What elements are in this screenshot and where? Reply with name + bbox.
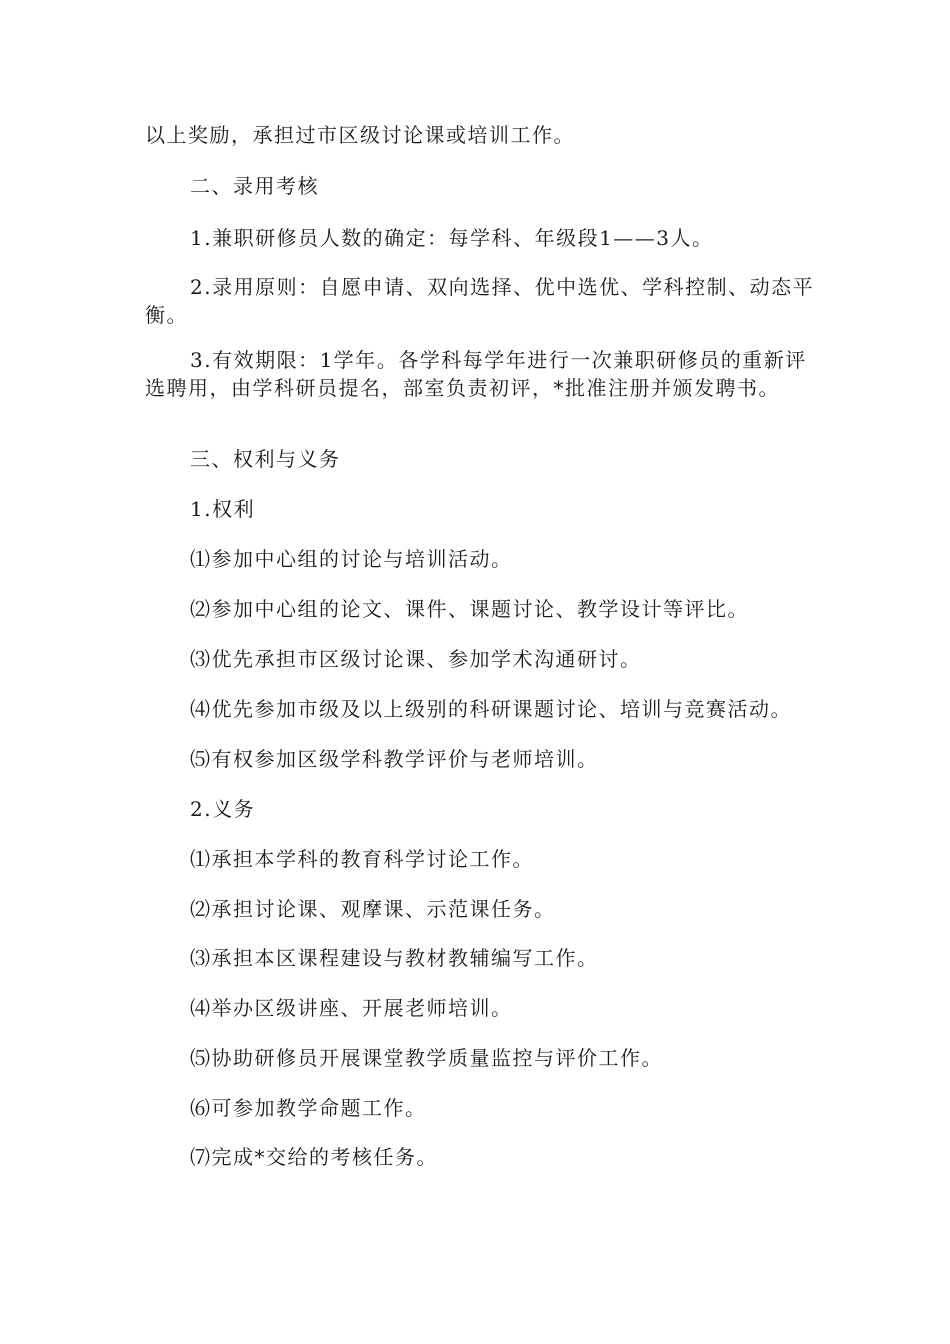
list-item-right-2: ⑵参加中心组的论文、课件、课题讨论、教学设计等评比。: [190, 597, 749, 621]
list-item-right-3: ⑶优先承担市区级讨论课、参加学术沟通研讨。: [190, 647, 642, 671]
list-item-right-4: ⑷优先参加市级及以上级别的科研课题讨论、培训与竞赛活动。: [190, 697, 792, 721]
list-item-duty-3: ⑶承担本区课程建设与教材教辅编写工作。: [190, 946, 599, 970]
subheading-duties: 2.义务: [190, 797, 256, 821]
paragraph-staff-count: 1.兼职研修员人数的确定：每学科、年级段1——3人。: [190, 226, 714, 250]
section-heading-recruitment: 二、录用考核: [190, 174, 319, 198]
list-item-duty-7: ⑺完成*交给的考核任务。: [190, 1145, 438, 1169]
paragraph-validity: 3.有效期限：1学年。各学科每学年进行一次兼职研修员的重新评选聘用，由学科研员提名，部室负责初评，*批准注册并颁发聘书。: [145, 348, 807, 400]
list-item-duty-6: ⑹可参加教学命题工作。: [190, 1096, 427, 1120]
subheading-rights: 1.权利: [190, 497, 256, 521]
section-heading-rights-duties: 三、权利与义务: [190, 447, 341, 471]
list-item-duty-4: ⑷举办区级讲座、开展老师培训。: [190, 996, 513, 1020]
list-item-right-5: ⑸有权参加区级学科教学评价与老师培训。: [190, 747, 599, 771]
list-item-duty-2: ⑵承担讨论课、观摩课、示范课任务。: [190, 897, 556, 921]
list-item-right-1: ⑴参加中心组的讨论与培训活动。: [190, 547, 513, 571]
paragraph-continuation: 以上奖励，承担过市区级讨论课或培训工作。: [145, 123, 575, 147]
paragraph-principles: 2.录用原则：自愿申请、双向选择、优中选优、学科控制、动态平衡。: [145, 275, 815, 327]
list-item-duty-5: ⑸协助研修员开展课堂教学质量监控与评价工作。: [190, 1046, 663, 1070]
list-item-duty-1: ⑴承担本学科的教育科学讨论工作。: [190, 847, 534, 871]
